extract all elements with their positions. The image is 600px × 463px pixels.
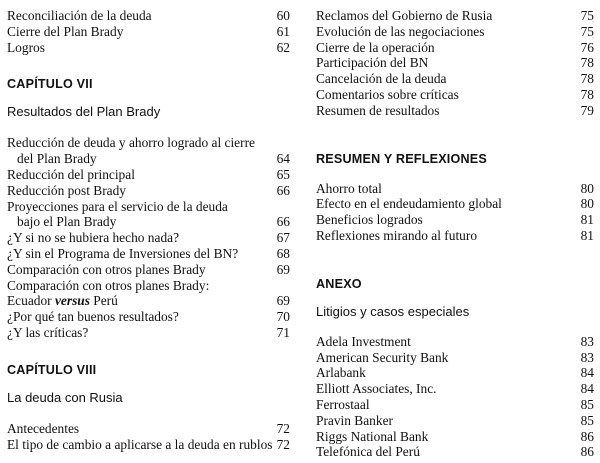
chapter-8-heading: CAPÍTULO VIII (7, 362, 97, 377)
toc-entry-telefonica (316, 444, 594, 460)
toc-entry-evolucion (316, 24, 594, 40)
toc-entry-page: 79 (580, 102, 594, 118)
toc-entry-participacion (316, 55, 594, 71)
toc-entry-page: 71 (276, 324, 290, 340)
toc-entry-american-security (316, 350, 594, 366)
toc-entry-title: Arlabank (316, 365, 366, 381)
toc-entry-page: 69 (276, 293, 290, 309)
toc-entry-title: Resumen de resultados (316, 102, 440, 118)
anexo-heading: ANEXO (316, 276, 362, 291)
toc-entry-title: Reducción del principal (7, 166, 135, 182)
toc-entry-cierre-brady (7, 24, 290, 40)
toc-entry-title-emphasis: versus (54, 293, 90, 309)
chapter-7-heading: CAPÍTULO VII (7, 77, 93, 92)
toc-entry-reflexiones (316, 228, 594, 244)
toc-entry-page: 83 (580, 349, 594, 365)
toc-entry-title-line2: del Plan Brady (17, 151, 97, 167)
toc-entry-title-line1: Proyecciones para el servicio de la deuda (7, 198, 228, 214)
toc-entry-page: 85 (580, 396, 594, 412)
toc-entry-title: ¿Y si no se hubiera hecho nada? (7, 230, 180, 246)
toc-entry-title-line1: Reducción de deuda y ahorro logrado al cierre (7, 135, 255, 151)
toc-entry-ferrostaal (316, 397, 594, 413)
toc-entry-title-part: Ecuador (7, 293, 55, 309)
chapter-8-subtitle: La deuda con Rusia (7, 389, 123, 405)
toc-entry-reduccion-deuda (7, 135, 290, 167)
toc-entry-title: Cierre de la operación (316, 39, 435, 55)
toc-entry-reduccion-post-brady (7, 183, 290, 199)
toc-entry-title: ¿Y las críticas? (7, 324, 89, 340)
toc-entry-antecedentes (7, 421, 290, 437)
toc-entry-page: 75 (580, 8, 594, 23)
toc-entry-elliott (316, 381, 594, 397)
toc-entry-criticas (7, 325, 290, 341)
toc-entry-tipo-cambio (7, 437, 290, 453)
toc-entry-title: Comparación con otros planes Brady (7, 261, 206, 277)
toc-entry-page: 86 (580, 444, 594, 460)
toc-entry-page: 72 (276, 436, 290, 452)
toc-entry-page: 84 (580, 365, 594, 381)
toc-entry-title: Reclamos del Gobierno de Rusia (316, 8, 493, 23)
toc-entry-title: Beneficios logrados (316, 212, 423, 228)
toc-entry-page: 66 (276, 182, 290, 198)
toc-entry-proyecciones (7, 199, 290, 231)
toc-entry-reduccion-principal (7, 167, 290, 183)
toc-entry-page: 86 (580, 428, 594, 444)
toc-entry-title: Comentarios sobre críticas (316, 86, 459, 102)
toc-entry-page: 62 (276, 39, 290, 55)
toc-entry-title: Participación del BN (316, 55, 429, 71)
toc-entry-page: 84 (580, 381, 594, 397)
toc-entry-title: Efecto en el endeudamiento global (316, 196, 502, 212)
toc-entry-reconciliacion (7, 8, 290, 24)
toc-entry-title-line2: bajo el Plan Brady (17, 214, 117, 230)
toc-entry-pravin (316, 413, 594, 429)
toc-entry-title: Pravin Banker (316, 412, 393, 428)
toc-entry-page: 68 (276, 245, 290, 261)
toc-entry-title: Reducción post Brady (7, 182, 127, 198)
toc-entry-page: 83 (580, 333, 594, 349)
toc-entry-title: Ahorro total (316, 180, 382, 196)
toc-entry-sin-programa (7, 246, 290, 262)
toc-entry-si-no-nada (7, 230, 290, 246)
toc-entry-efecto (316, 196, 594, 212)
toc-entry-por-que (7, 309, 290, 325)
toc-entry-cancelacion (316, 71, 594, 87)
toc-entry-title: Evolución de las negociaciones (316, 23, 485, 39)
toc-right-column (316, 0, 594, 460)
toc-entry-page: 76 (580, 39, 594, 55)
toc-entry-title: Logros (7, 39, 45, 55)
toc-entry-page: 69 (276, 261, 290, 277)
toc-entry-title: ¿Y sin el Programa de Inversiones del BN? (7, 245, 239, 261)
toc-entry-page: 85 (580, 412, 594, 428)
toc-entry-page: 66 (276, 214, 290, 230)
toc-left-column (7, 0, 290, 452)
toc-entry-title: Antecedentes (7, 420, 80, 436)
toc-entry-reclamos (316, 8, 594, 24)
toc-entry-logros (7, 40, 290, 56)
toc-entry-page: 60 (276, 8, 290, 23)
toc-entry-cierre-operacion (316, 40, 594, 56)
toc-entry-title: Cancelación de la deuda (316, 71, 447, 87)
toc-entry-title: Riggs National Bank (316, 428, 429, 444)
toc-entry-title: American Security Bank (316, 349, 449, 365)
toc-entry-arlabank (316, 365, 594, 381)
toc-entry-title: Cierre del Plan Brady (7, 23, 124, 39)
toc-entry-comparacion-ecuador (7, 278, 290, 310)
toc-entry-title-line1: Comparación con otros planes Brady: (7, 277, 210, 293)
toc-entry-title: Reflexiones mirando al futuro (316, 227, 478, 243)
toc-entry-riggs (316, 429, 594, 445)
toc-entry-page: 81 (580, 227, 594, 243)
toc-entry-title: Ferrostaal (316, 396, 370, 412)
toc-entry-title-line2 (7, 293, 264, 309)
toc-entry-page: 80 (580, 180, 594, 196)
toc-entry-page: 80 (580, 196, 594, 212)
toc-entry-page: 78 (580, 55, 594, 71)
toc-entry-page: 78 (580, 71, 594, 87)
toc-entry-page: 70 (276, 309, 290, 325)
toc-entry-page: 75 (580, 23, 594, 39)
chapter-7-subtitle: Resultados del Plan Brady (7, 104, 161, 120)
toc-entry-title: ¿Por qué tan buenos resultados? (7, 309, 179, 325)
toc-entry-title: El tipo de cambio a aplicarse a la deuda en rublos (7, 436, 273, 452)
toc-entry-page: 64 (276, 151, 290, 167)
toc-entry-comparacion (7, 262, 290, 278)
toc-entry-title: Elliott Associates, Inc. (316, 381, 437, 397)
toc-entry-page: 67 (276, 230, 290, 246)
toc-entry-title-part: Perú (89, 293, 118, 309)
toc-entry-page: 72 (276, 420, 290, 436)
toc-entry-adela (316, 334, 594, 350)
toc-entry-page: 65 (276, 166, 290, 182)
anexo-subtitle: Litigios y casos especiales (316, 303, 470, 319)
toc-entry-title: Telefónica del Perú (316, 444, 420, 460)
toc-entry-title: Reconciliación de la deuda (7, 8, 152, 23)
toc-entry-page: 78 (580, 86, 594, 102)
toc-entry-title: Adela Investment (316, 333, 411, 349)
toc-entry-page: 61 (276, 23, 290, 39)
toc-entry-comentarios (316, 87, 594, 103)
toc-entry-ahorro-total (316, 181, 594, 197)
toc-entry-page: 81 (580, 212, 594, 228)
toc-entry-resumen-resultados (316, 103, 594, 119)
toc-entry-beneficios (316, 212, 594, 228)
resumen-heading: RESUMEN Y REFLEXIONES (316, 151, 487, 166)
